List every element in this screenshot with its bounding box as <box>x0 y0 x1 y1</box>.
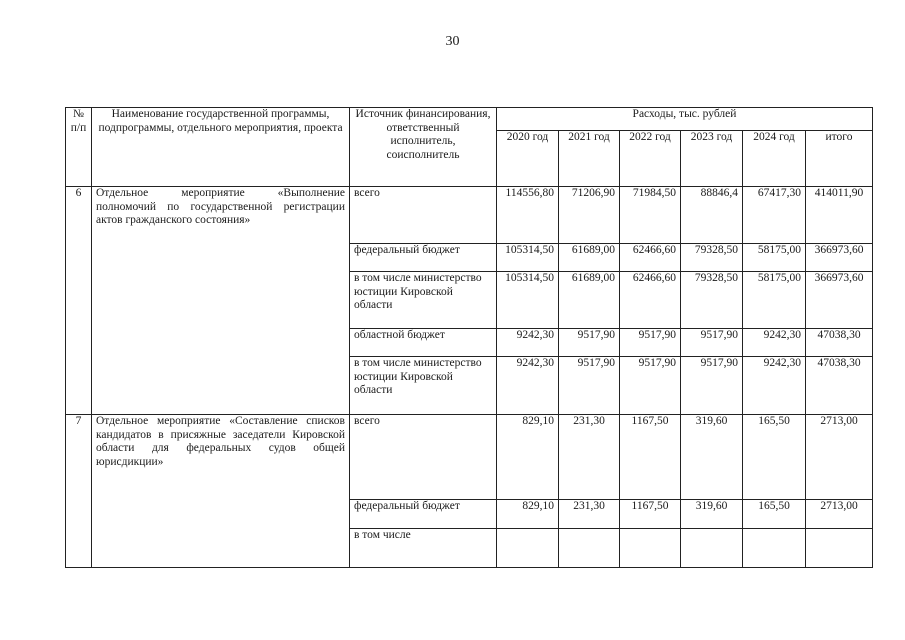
header-expenses: Расходы, тыс. рублей <box>497 108 873 131</box>
value-cell: 9242,30 <box>497 329 559 357</box>
total-cell: 47038,30 <box>806 357 873 415</box>
value-cell: 67417,30 <box>743 187 806 244</box>
value-cell: 79328,50 <box>681 272 743 329</box>
value-cell: 61689,00 <box>559 244 620 272</box>
total-cell: 414011,90 <box>806 187 873 244</box>
value-cell: 61689,00 <box>559 272 620 329</box>
funding-source: в том числе министерство юстиции Кировской области <box>350 272 497 329</box>
value-cell: 829,10 <box>497 500 559 529</box>
value-cell: 58175,00 <box>743 244 806 272</box>
value-cell: 79328,50 <box>681 244 743 272</box>
measure-name: Отдельное мероприятие «Выполнение полномочий по государственной регистрации актов гражданского состояния» <box>92 187 350 415</box>
header-year: 2023 год <box>681 131 743 187</box>
total-cell: 2713,00 <box>806 415 873 500</box>
measure-name: Отдельное мероприятие «Составление списков кандидатов в присяжные заседатели Кировской области для федеральных судов общей юрисдикции» <box>92 415 350 568</box>
value-cell: 9517,90 <box>559 329 620 357</box>
value-cell: 9517,90 <box>681 329 743 357</box>
funding-source: областной бюджет <box>350 329 497 357</box>
value-cell: 58175,00 <box>743 272 806 329</box>
funding-source: федеральный бюджет <box>350 244 497 272</box>
value-cell: 231,30 <box>559 500 620 529</box>
header-year: 2022 год <box>620 131 681 187</box>
funding-source: в том числе <box>350 529 497 568</box>
value-cell: 1167,50 <box>620 500 681 529</box>
value-cell: 62466,60 <box>620 272 681 329</box>
header-year: 2020 год <box>497 131 559 187</box>
value-cell: 9517,90 <box>620 357 681 415</box>
total-cell: 47038,30 <box>806 329 873 357</box>
header-source: Источник финансирования, ответственный исполнитель, соисполнитель <box>350 108 497 187</box>
value-cell: 9242,30 <box>497 357 559 415</box>
value-cell: 9517,90 <box>620 329 681 357</box>
row-number: 7 <box>66 415 92 568</box>
value-cell: 829,10 <box>497 415 559 500</box>
header-num: № п/п <box>66 108 92 187</box>
value-cell: 9242,30 <box>743 329 806 357</box>
value-cell: 165,50 <box>743 415 806 500</box>
value-cell: 319,60 <box>681 500 743 529</box>
header-year: 2021 год <box>559 131 620 187</box>
value-cell: 71206,90 <box>559 187 620 244</box>
header-name: Наименование государственной программы, подпрограммы, отдельного мероприятия, проекта <box>92 108 350 187</box>
value-cell <box>559 529 620 568</box>
total-cell: 366973,60 <box>806 244 873 272</box>
funding-source: всего <box>350 415 497 500</box>
value-cell: 88846,4 <box>681 187 743 244</box>
value-cell: 231,30 <box>559 415 620 500</box>
value-cell: 114556,80 <box>497 187 559 244</box>
value-cell: 105314,50 <box>497 272 559 329</box>
funding-source: федеральный бюджет <box>350 500 497 529</box>
value-cell: 319,60 <box>681 415 743 500</box>
table-row <box>66 187 873 244</box>
funding-source: в том числе министерство юстиции Кировской области <box>350 357 497 415</box>
total-cell <box>806 529 873 568</box>
value-cell <box>743 529 806 568</box>
value-cell: 9517,90 <box>681 357 743 415</box>
header-year: 2024 год <box>743 131 806 187</box>
value-cell: 1167,50 <box>620 415 681 500</box>
expenses-table <box>65 107 873 568</box>
value-cell: 165,50 <box>743 500 806 529</box>
total-cell: 366973,60 <box>806 272 873 329</box>
table-row <box>66 415 873 500</box>
value-cell <box>497 529 559 568</box>
value-cell: 9242,30 <box>743 357 806 415</box>
value-cell <box>681 529 743 568</box>
header-total: итого <box>806 131 873 187</box>
value-cell: 71984,50 <box>620 187 681 244</box>
header-row <box>66 108 873 131</box>
total-cell: 2713,00 <box>806 500 873 529</box>
funding-source: всего <box>350 187 497 244</box>
value-cell: 9517,90 <box>559 357 620 415</box>
page-number: 30 <box>445 34 460 49</box>
value-cell: 105314,50 <box>497 244 559 272</box>
value-cell: 62466,60 <box>620 244 681 272</box>
value-cell <box>620 529 681 568</box>
row-number: 6 <box>66 187 92 415</box>
